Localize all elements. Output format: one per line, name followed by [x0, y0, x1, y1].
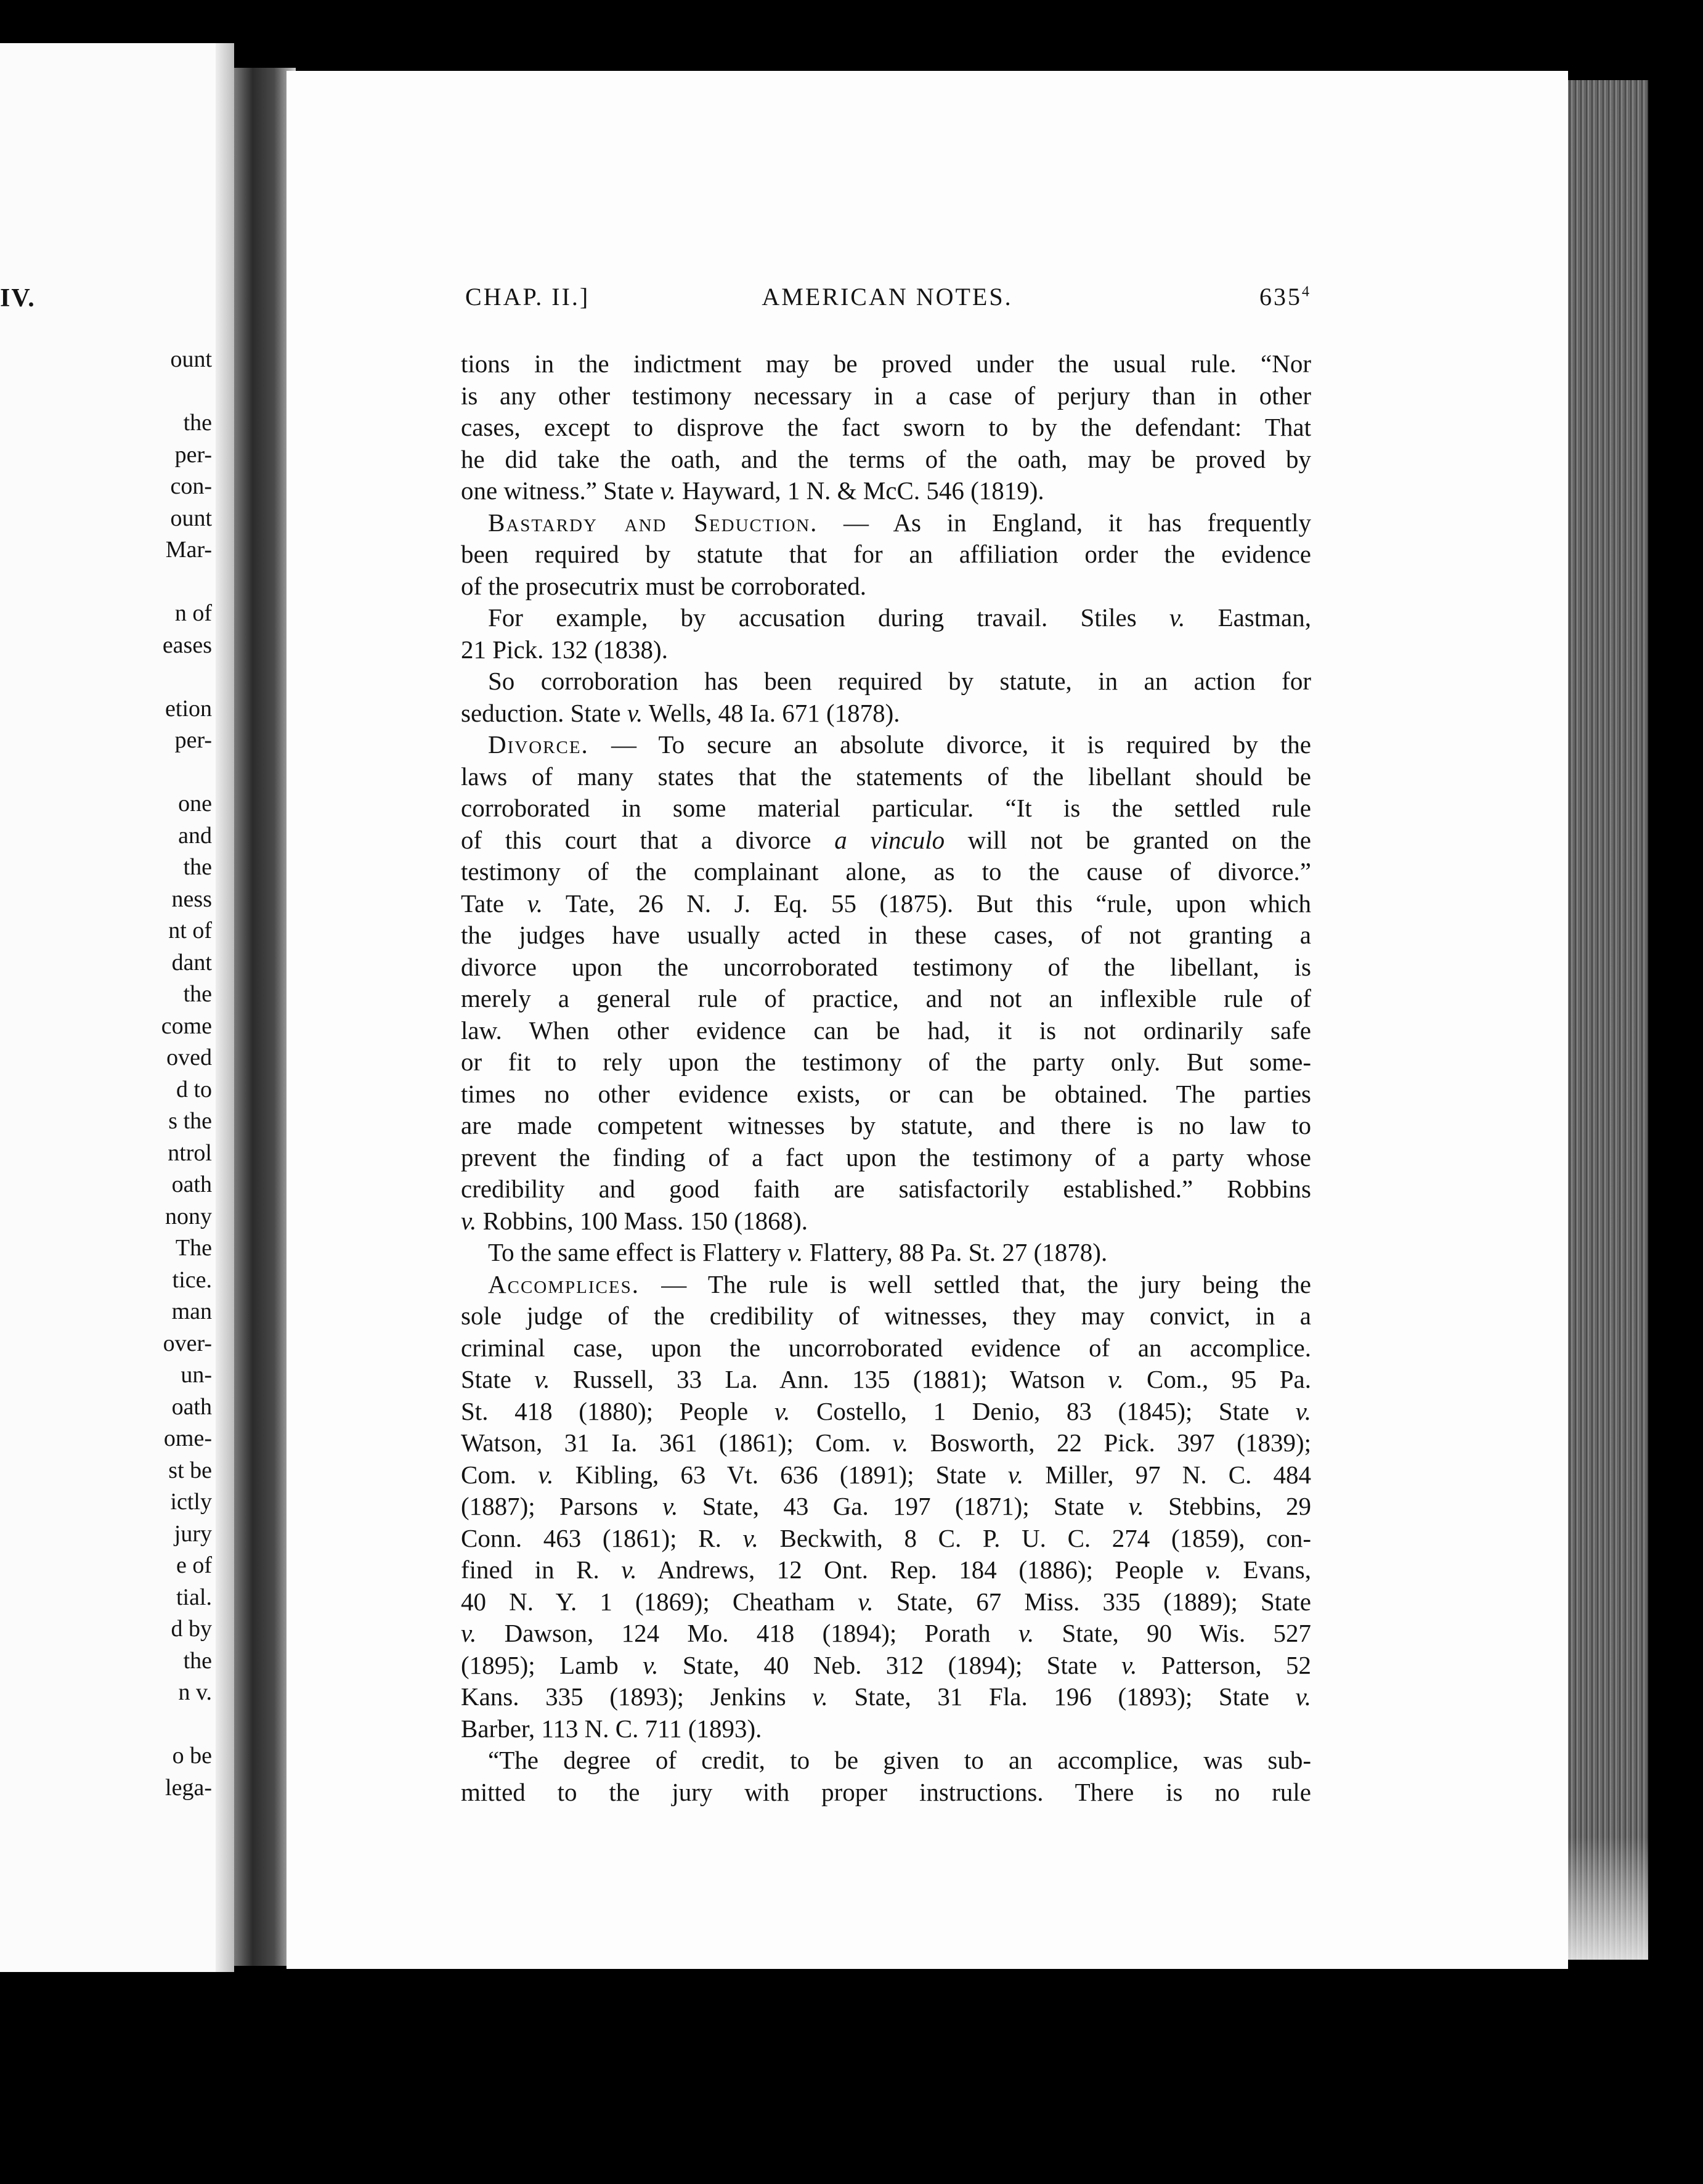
- left-fragment: lega-: [165, 1774, 212, 1801]
- text-segment: Kans. 335 (1893); Jenkins: [461, 1682, 813, 1711]
- italic-text: v.: [892, 1428, 909, 1457]
- left-fragment: ntrol: [168, 1139, 212, 1166]
- text-segment: of this court that a divorce: [461, 825, 835, 854]
- left-fragment: o be: [172, 1743, 212, 1769]
- text-line: [461, 1173, 1311, 1205]
- text-line: [461, 1078, 1311, 1110]
- italic-text: v.: [1108, 1365, 1124, 1393]
- text-segment: — The rule is well settled that, the jury being the: [639, 1269, 1311, 1298]
- text-segment: tions in the indictment may be proved under the usual rule. “Nor: [461, 349, 1311, 378]
- text-line: [461, 888, 1311, 920]
- left-fragment: oved: [166, 1045, 212, 1070]
- text-line: [461, 412, 1311, 444]
- text-line: [461, 1491, 1311, 1523]
- text-line: [461, 1396, 1311, 1428]
- left-fragment: the: [183, 981, 212, 1007]
- left-fragment: oath: [171, 1171, 212, 1197]
- left-fragment: con-: [170, 473, 212, 499]
- text-line: [461, 475, 1311, 507]
- text-line: [461, 1523, 1311, 1555]
- text-segment: State, 40 Neb. 312 (1894); State: [658, 1650, 1122, 1679]
- italic-text: v.: [538, 1460, 554, 1489]
- text-segment: seduction. State: [461, 698, 627, 727]
- text-segment: one witness.” State: [461, 476, 660, 505]
- left-fragment: over-: [163, 1330, 212, 1356]
- italic-text: v.: [774, 1396, 791, 1425]
- text-line: [461, 825, 1311, 857]
- text-segment: 21 Pick. 132 (1838).: [461, 635, 668, 664]
- text-line: [461, 571, 1311, 603]
- left-fragment: d by: [171, 1616, 212, 1642]
- text-segment: (1895); Lamb: [461, 1650, 643, 1679]
- left-fragment: tice.: [172, 1266, 212, 1293]
- text-segment: sole judge of the credibility of witnesses, they may convict, in a: [461, 1302, 1311, 1330]
- left-fragment: per-: [174, 727, 212, 753]
- italic-text: v.: [858, 1587, 874, 1616]
- chapter-label: CHAP. II.]: [465, 283, 590, 311]
- left-fragment: [0, 757, 212, 789]
- text-segment: Tate, 26 N. J. Eq. 55 (1875). But this “rule, upon which: [542, 889, 1311, 918]
- text-segment: (1887); Parsons: [461, 1492, 662, 1520]
- text-segment: he did take the oath, and the terms of the oath, may be proved by: [461, 444, 1311, 473]
- body-text: [461, 348, 1311, 1808]
- left-fragment: per-: [174, 441, 212, 468]
- text-line: [461, 1586, 1311, 1618]
- left-fragment: nony: [165, 1203, 212, 1229]
- text-segment: Watson, 31 Ia. 361 (1861); Com.: [461, 1428, 893, 1457]
- left-fragment: s the: [168, 1108, 212, 1134]
- italic-text: v.: [662, 1492, 678, 1520]
- text-segment: So corroboration has been required by statute, in an action for: [488, 667, 1311, 695]
- text-segment: Andrews, 12 Ont. Rep. 184 (1886); People: [636, 1555, 1206, 1584]
- left-fragment: the: [183, 854, 212, 880]
- left-fragment: the: [183, 410, 212, 436]
- italic-text: v.: [1007, 1460, 1024, 1489]
- left-fragment: jury: [174, 1520, 212, 1547]
- text-segment: of the prosecutrix must be corroborated.: [461, 571, 867, 600]
- left-fragment: oath: [171, 1393, 212, 1420]
- text-segment: law. When other evidence can be had, it is not ordinarily safe: [461, 1016, 1311, 1045]
- text-segment: — To secure an absolute divorce, it is required by the: [588, 730, 1311, 759]
- text-line: [461, 1046, 1311, 1078]
- text-segment: corroborated in some material particular. “It is the settled rule: [461, 794, 1311, 822]
- italic-text: v.: [742, 1523, 758, 1552]
- text-line: [461, 539, 1311, 571]
- left-fragment: [0, 1709, 212, 1741]
- text-line: [461, 1300, 1311, 1332]
- italic-text: v.: [1128, 1492, 1144, 1520]
- running-title: AMERICAN NOTES.: [762, 283, 1013, 311]
- text-segment: times no other evidence exists, or can be obtained. The parties: [461, 1079, 1311, 1108]
- left-fragment: st be: [168, 1457, 212, 1483]
- text-segment: or fit to rely upon the testimony of the party only. But some-: [461, 1048, 1311, 1076]
- text-segment: Barber, 113 N. C. 711 (1893).: [461, 1714, 762, 1743]
- text-segment: — As in England, it has frequently: [818, 508, 1311, 537]
- text-line: [461, 1142, 1311, 1174]
- text-line: [461, 1364, 1311, 1396]
- left-fragment: ount: [170, 346, 212, 372]
- left-fragment: ness: [171, 886, 212, 912]
- left-page-gutter: [216, 43, 234, 1972]
- italic-text: v.: [527, 889, 543, 918]
- left-fragment: dant: [171, 949, 212, 976]
- left-fragment: ictly: [170, 1489, 212, 1515]
- italic-text: v.: [1121, 1650, 1137, 1679]
- italic-text: v.: [627, 698, 643, 727]
- text-segment: Flattery, 88 Pa. St. 27 (1878).: [803, 1238, 1108, 1266]
- text-line: [461, 761, 1311, 793]
- text-segment: will not be granted on the: [945, 825, 1311, 854]
- text-segment: Costello, 1 Denio, 83 (1845); State: [790, 1396, 1296, 1425]
- text-segment: State, 43 Ga. 197 (1871); State: [678, 1492, 1129, 1520]
- text-segment: State, 67 Miss. 335 (1889); State: [873, 1587, 1311, 1616]
- italic-text: v.: [1018, 1619, 1034, 1647]
- text-segment: divorce upon the uncorroborated testimony of the libellant, is: [461, 952, 1311, 981]
- text-segment: Com., 95 Pa.: [1123, 1365, 1311, 1393]
- text-segment: Patterson, 52: [1137, 1650, 1311, 1679]
- facing-left-page: [0, 43, 234, 1972]
- left-fragment: n of: [174, 600, 212, 626]
- text-line: [461, 1110, 1311, 1142]
- text-segment: For example, by accusation during travail. Stiles: [488, 603, 1169, 632]
- text-segment: Evans,: [1221, 1555, 1311, 1584]
- text-segment: is any other testimony necessary in a case of perjury than in other: [461, 381, 1311, 410]
- left-fragment: Mar-: [165, 537, 212, 563]
- text-segment: Wells, 48 Ia. 671 (1878).: [643, 698, 900, 727]
- section-heading: Bastardy and Seduction.: [488, 508, 818, 537]
- italic-text: v.: [1205, 1555, 1222, 1584]
- left-fragment: [0, 566, 212, 598]
- text-line: [461, 348, 1311, 380]
- text-segment: merely a general rule of practice, and not an inflexible rule of: [461, 984, 1311, 1013]
- text-line: [461, 1618, 1311, 1650]
- left-fragment: The: [175, 1235, 212, 1261]
- italic-text: a vinculo: [834, 825, 945, 854]
- text-line: [461, 856, 1311, 888]
- italic-text: v.: [787, 1238, 803, 1266]
- text-segment: Com.: [461, 1460, 539, 1489]
- text-segment: To the same effect is Flattery: [488, 1238, 787, 1266]
- text-segment: credibility and good faith are satisfactorily established.” Robbins: [461, 1175, 1311, 1203]
- italic-text: v.: [1295, 1396, 1311, 1425]
- text-line: [461, 1713, 1311, 1745]
- text-segment: “The degree of credit, to be given to an accomplice, was sub-: [488, 1746, 1311, 1774]
- text-line: [461, 1427, 1311, 1459]
- text-segment: the judges have usually acted in these cases, of not granting a: [461, 921, 1311, 949]
- italic-text: v.: [1169, 603, 1185, 632]
- text-segment: State: [461, 1365, 535, 1393]
- page-number-value: 635: [1259, 283, 1302, 311]
- italic-text: v.: [534, 1365, 550, 1393]
- left-fragment: nt of: [168, 918, 212, 943]
- text-line: [461, 1681, 1311, 1713]
- left-fragment: come: [161, 1013, 212, 1039]
- text-segment: prevent the finding of a fact upon the testimony of a party whose: [461, 1143, 1311, 1171]
- text-segment: Beckwith, 8 C. P. U. C. 274 (1859), con-: [758, 1523, 1311, 1552]
- left-fragment: and: [178, 822, 212, 849]
- left-fragment: ome-: [163, 1425, 212, 1451]
- text-line: [461, 380, 1311, 412]
- left-fragment: etion: [165, 695, 212, 722]
- italic-text: v.: [461, 1619, 477, 1647]
- text-segment: Russell, 33 La. Ann. 135 (1881); Watson: [550, 1365, 1108, 1393]
- text-line: [461, 444, 1311, 476]
- left-fragment: e of: [176, 1552, 212, 1578]
- text-line: [461, 919, 1311, 951]
- italic-text: v.: [1295, 1682, 1311, 1711]
- text-line: [461, 1745, 1311, 1777]
- text-segment: State, 31 Fla. 196 (1893); State: [827, 1682, 1296, 1711]
- section-heading: Accomplices.: [488, 1269, 640, 1298]
- text-line: [461, 729, 1311, 761]
- text-line: [461, 1332, 1311, 1364]
- text-segment: Robbins, 100 Mass. 150 (1868).: [476, 1206, 808, 1235]
- italic-text: v.: [461, 1206, 477, 1235]
- text-segment: fined in R.: [461, 1555, 622, 1584]
- left-page-text-fragments: [0, 344, 212, 1804]
- left-fragment: n v.: [178, 1679, 212, 1705]
- text-segment: mitted to the jury with proper instructions. There is no rule: [461, 1777, 1311, 1806]
- page-number-superscript: 4: [1302, 283, 1309, 300]
- text-line: [461, 698, 1311, 730]
- text-line: [461, 1459, 1311, 1491]
- text-segment: testimony of the complainant alone, as to the cause of divorce.”: [461, 857, 1311, 886]
- text-line: [461, 983, 1311, 1015]
- running-head: [465, 282, 1309, 319]
- left-fragment: [0, 376, 212, 408]
- left-fragment: [0, 661, 212, 693]
- text-segment: Conn. 463 (1861); R.: [461, 1523, 743, 1552]
- text-segment: Eastman,: [1185, 603, 1311, 632]
- italic-text: v.: [812, 1682, 828, 1711]
- text-segment: Tate: [461, 889, 527, 918]
- text-line: [461, 793, 1311, 825]
- text-segment: 40 N. Y. 1 (1869); Cheatham: [461, 1587, 858, 1616]
- text-segment: State, 90 Wis. 527: [1034, 1619, 1311, 1647]
- text-segment: cases, except to disprove the fact sworn to by the defendant: That: [461, 413, 1311, 441]
- left-running-head: IV.: [0, 284, 36, 312]
- section-heading: Divorce.: [488, 730, 589, 759]
- page-edges: [1568, 80, 1648, 1960]
- text-segment: Kibling, 63 Vt. 636 (1891); State: [553, 1460, 1008, 1489]
- text-segment: Bosworth, 22 Pick. 397 (1839);: [908, 1428, 1311, 1457]
- text-line: [461, 1269, 1311, 1301]
- text-segment: Miller, 97 N. C. 484: [1023, 1460, 1311, 1489]
- text-line: [461, 666, 1311, 698]
- text-line: [461, 634, 1311, 666]
- text-line: [461, 1650, 1311, 1682]
- italic-text: v.: [621, 1555, 637, 1584]
- text-segment: Stebbins, 29: [1144, 1492, 1311, 1520]
- text-line: [461, 1015, 1311, 1047]
- text-line: [461, 1777, 1311, 1809]
- text-line: [461, 602, 1311, 634]
- text-line: [461, 1237, 1311, 1269]
- text-line: [461, 507, 1311, 539]
- left-fragment: tial.: [176, 1584, 212, 1610]
- text-line: [461, 1554, 1311, 1586]
- text-line: [461, 951, 1311, 984]
- text-segment: Hayward, 1 N. & McC. 546 (1819).: [675, 476, 1044, 505]
- left-fragment: eases: [162, 632, 212, 658]
- left-fragment: d to: [176, 1076, 212, 1102]
- left-fragment: one: [178, 791, 212, 817]
- italic-text: v.: [643, 1650, 659, 1679]
- text-segment: laws of many states that the statements of the libellant should be: [461, 762, 1311, 791]
- left-fragment: man: [171, 1298, 212, 1324]
- left-fragment: un-: [181, 1362, 212, 1388]
- text-segment: are made competent witnesses by statute, and there is no law to: [461, 1111, 1311, 1139]
- text-line: [461, 1205, 1311, 1237]
- left-fragment: ount: [170, 505, 212, 531]
- text-segment: been required by statute that for an affiliation order the evidence: [461, 540, 1311, 568]
- text-segment: Dawson, 124 Mo. 418 (1894); Porath: [476, 1619, 1018, 1647]
- left-fragment: the: [183, 1647, 212, 1674]
- italic-text: v.: [660, 476, 676, 505]
- page-number: [1259, 282, 1309, 311]
- text-segment: criminal case, upon the uncorroborated evidence of an accomplice.: [461, 1333, 1311, 1362]
- text-segment: St. 418 (1880); People: [461, 1396, 774, 1425]
